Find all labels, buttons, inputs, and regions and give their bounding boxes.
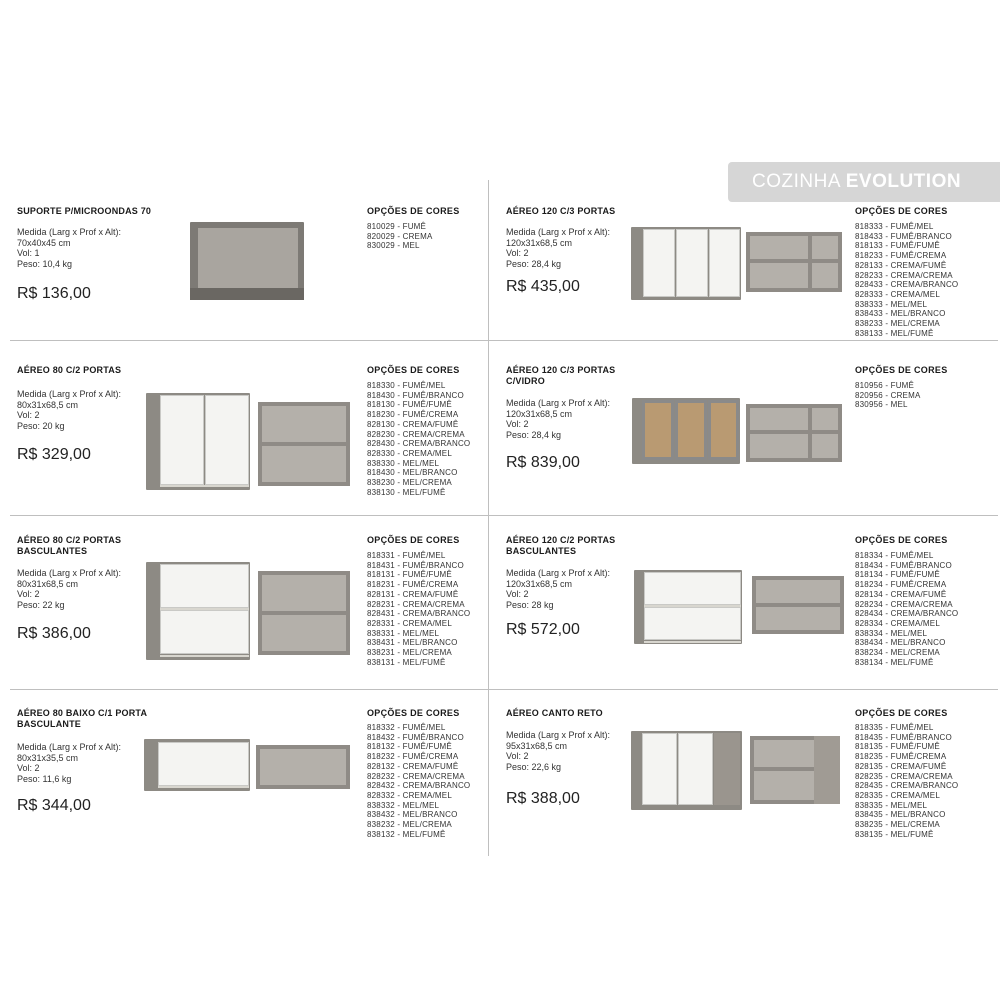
column-divider bbox=[488, 180, 489, 856]
product-image-closed-cabinet bbox=[146, 393, 250, 490]
product-image-open-cabinet bbox=[746, 404, 842, 462]
product-title: AÉREO 80 BAIXO C/1 PORTA BASCULANTE bbox=[17, 708, 148, 729]
color-options-list: 818333 - FUMÊ/MEL 818433 - FUMÊ/BRANCO 818133 - FUMÊ/FUMÊ 818233 - FUMÊ/CREMA 828133 - CREMA/FUMÊ 828233 - CREMA/CREMA 828433 - CREMA/BRANCO 828333 - CREMA/MEL 838333 - MEL/MEL 838433 - MEL/BRANCO 838233 - MEL/CREMA 838133 - MEL/FUMÊ bbox=[855, 222, 959, 338]
product-price: R$ 329,00 bbox=[17, 446, 91, 463]
product-image-closed-cabinet bbox=[144, 739, 250, 791]
product-price: R$ 839,00 bbox=[506, 454, 580, 471]
color-options-list: 818330 - FUMÊ/MEL 818430 - FUMÊ/BRANCO 818130 - FUMÊ/FUMÊ 818230 - FUMÊ/CREMA 828130 - CREMA/FUMÊ 828230 - CREMA/CREMA 828430 - CREMA/BRANCO 828330 - CREMA/MEL 838330 - MEL/MEL 818430 - MEL/BRANCO 838230 - MEL/CREMA 838130 - MEL/FUMÊ bbox=[367, 381, 471, 497]
product-price: R$ 388,00 bbox=[506, 790, 580, 807]
product-image-glass-cabinet bbox=[632, 398, 740, 464]
product-image-open-cabinet bbox=[258, 571, 350, 655]
product-title: AÉREO CANTO RETO bbox=[506, 708, 603, 718]
color-options-header: OPÇÕES DE CORES bbox=[855, 708, 948, 718]
product-specs: Medida (Larg x Prof x Alt): 80x31x35,5 cm Vol: 2 Peso: 11,6 kg bbox=[17, 742, 122, 784]
product-price: R$ 572,00 bbox=[506, 621, 580, 638]
product-title: AÉREO 80 C/2 PORTAS BASCULANTES bbox=[17, 535, 122, 556]
product-image-open-cabinet bbox=[746, 232, 842, 292]
color-options-header: OPÇÕES DE CORES bbox=[855, 206, 948, 216]
color-options-list: 810956 - FUMÊ 820956 - CREMA 830956 - MEL bbox=[855, 381, 921, 410]
color-options-header: OPÇÕES DE CORES bbox=[367, 708, 460, 718]
product-specs: Medida (Larg x Prof x Alt): 120x31x68,5 cm Vol: 2 Peso: 28,4 kg bbox=[506, 398, 611, 440]
row-divider bbox=[10, 689, 998, 690]
color-options-header: OPÇÕES DE CORES bbox=[367, 206, 460, 216]
color-options-list: 818332 - FUMÊ/MEL 818432 - FUMÊ/BRANCO 818132 - FUMÊ/FUMÊ 818232 - FUMÊ/CREMA 828132 - CREMA/FUMÊ 828232 - CREMA/CREMA 828432 - CREMA/BRANCO 828332 - CREMA/MEL 838332 - MEL/MEL 838432 - MEL/BRANCO 838232 - MEL/CREMA 838132 - MEL/FUMÊ bbox=[367, 723, 471, 839]
color-options-header: OPÇÕES DE CORES bbox=[855, 365, 948, 375]
product-specs: Medida (Larg x Prof x Alt): 120x31x68,5 cm Vol: 2 Peso: 28,4 kg bbox=[506, 227, 611, 269]
product-title: AÉREO 120 C/3 PORTAS C/VIDRO bbox=[506, 365, 616, 386]
product-image-corner-cabinet bbox=[631, 731, 742, 810]
row-divider bbox=[10, 340, 998, 341]
color-options-list: 818334 - FUMÊ/MEL 818434 - FUMÊ/BRANCO 818134 - FUMÊ/FUMÊ 818234 - FUMÊ/CREMA 828134 - CREMA/FUMÊ 828234 - CREMA/CREMA 828434 - CREMA/BRANCO 828334 - CREMA/MEL 838334 - MEL/MEL 838434 - MEL/BRANCO 838234 - MEL/CREMA 838134 - MEL/FUMÊ bbox=[855, 551, 959, 667]
product-title: AÉREO 80 C/2 PORTAS bbox=[17, 365, 122, 375]
row-divider bbox=[10, 515, 998, 516]
product-price: R$ 136,00 bbox=[17, 285, 91, 302]
product-image-open-cabinet bbox=[256, 745, 350, 789]
color-options-header: OPÇÕES DE CORES bbox=[367, 365, 460, 375]
product-price: R$ 435,00 bbox=[506, 278, 580, 295]
product-specs: Medida (Larg x Prof x Alt): 80x31x68,5 cm Vol: 2 Peso: 20 kg bbox=[17, 389, 122, 431]
product-specs: Medida (Larg x Prof x Alt): 120x31x68,5 cm Vol: 2 Peso: 28 kg bbox=[506, 568, 611, 610]
product-image-closed-cabinet bbox=[146, 562, 250, 660]
product-specs: Medida (Larg x Prof x Alt): 95x31x68,5 cm Vol: 2 Peso: 22,6 kg bbox=[506, 730, 611, 772]
product-image-open-corner-cabinet bbox=[750, 736, 840, 804]
collection-banner-title: COZINHA EVOLUTION bbox=[752, 171, 962, 192]
product-title: SUPORTE P/MICROONDAS 70 bbox=[17, 206, 152, 216]
product-image-closed-cabinet bbox=[634, 570, 742, 644]
color-options-list: 818335 - FUMÊ/MEL 818435 - FUMÊ/BRANCO 818135 - FUMÊ/FUMÊ 818235 - FUMÊ/CREMA 828135 - CREMA/FUMÊ 828235 - CREMA/CREMA 828435 - CREMA/BRANCO 828335 - CREMA/MEL 838335 - MEL/MEL 838435 - MEL/BRANCO 838235 - MEL/CREMA 838135 - MEL/FUMÊ bbox=[855, 723, 959, 839]
product-specs: Medida (Larg x Prof x Alt): 70x40x45 cm Vol: 1 Peso: 10,4 kg bbox=[17, 227, 122, 269]
product-image-open-cabinet bbox=[752, 576, 844, 634]
product-specs: Medida (Larg x Prof x Alt): 80x31x68,5 cm Vol: 2 Peso: 22 kg bbox=[17, 568, 122, 610]
color-options-list: 818331 - FUMÊ/MEL 818431 - FUMÊ/BRANCO 818131 - FUMÊ/FUMÊ 818231 - FUMÊ/CREMA 828131 - CREMA/FUMÊ 828231 - CREMA/CREMA 828431 - CREMA/BRANCO 828331 - CREMA/MEL 838331 - MEL/MEL 838431 - MEL/BRANCO 838231 - MEL/CREMA 838131 - MEL/FUMÊ bbox=[367, 551, 471, 667]
product-price: R$ 344,00 bbox=[17, 797, 91, 814]
color-options-header: OPÇÕES DE CORES bbox=[367, 535, 460, 545]
product-title: AÉREO 120 C/2 PORTAS BASCULANTES bbox=[506, 535, 616, 556]
product-title: AÉREO 120 C/3 PORTAS bbox=[506, 206, 616, 216]
color-options-list: 810029 - FUMÊ 820029 - CREMA 830029 - MEL bbox=[367, 222, 433, 251]
product-image-closed-cabinet bbox=[631, 227, 741, 300]
color-options-header: OPÇÕES DE CORES bbox=[855, 535, 948, 545]
product-image-open-cabinet bbox=[258, 402, 350, 486]
product-price: R$ 386,00 bbox=[17, 625, 91, 642]
product-image-microwave-support bbox=[190, 222, 304, 300]
